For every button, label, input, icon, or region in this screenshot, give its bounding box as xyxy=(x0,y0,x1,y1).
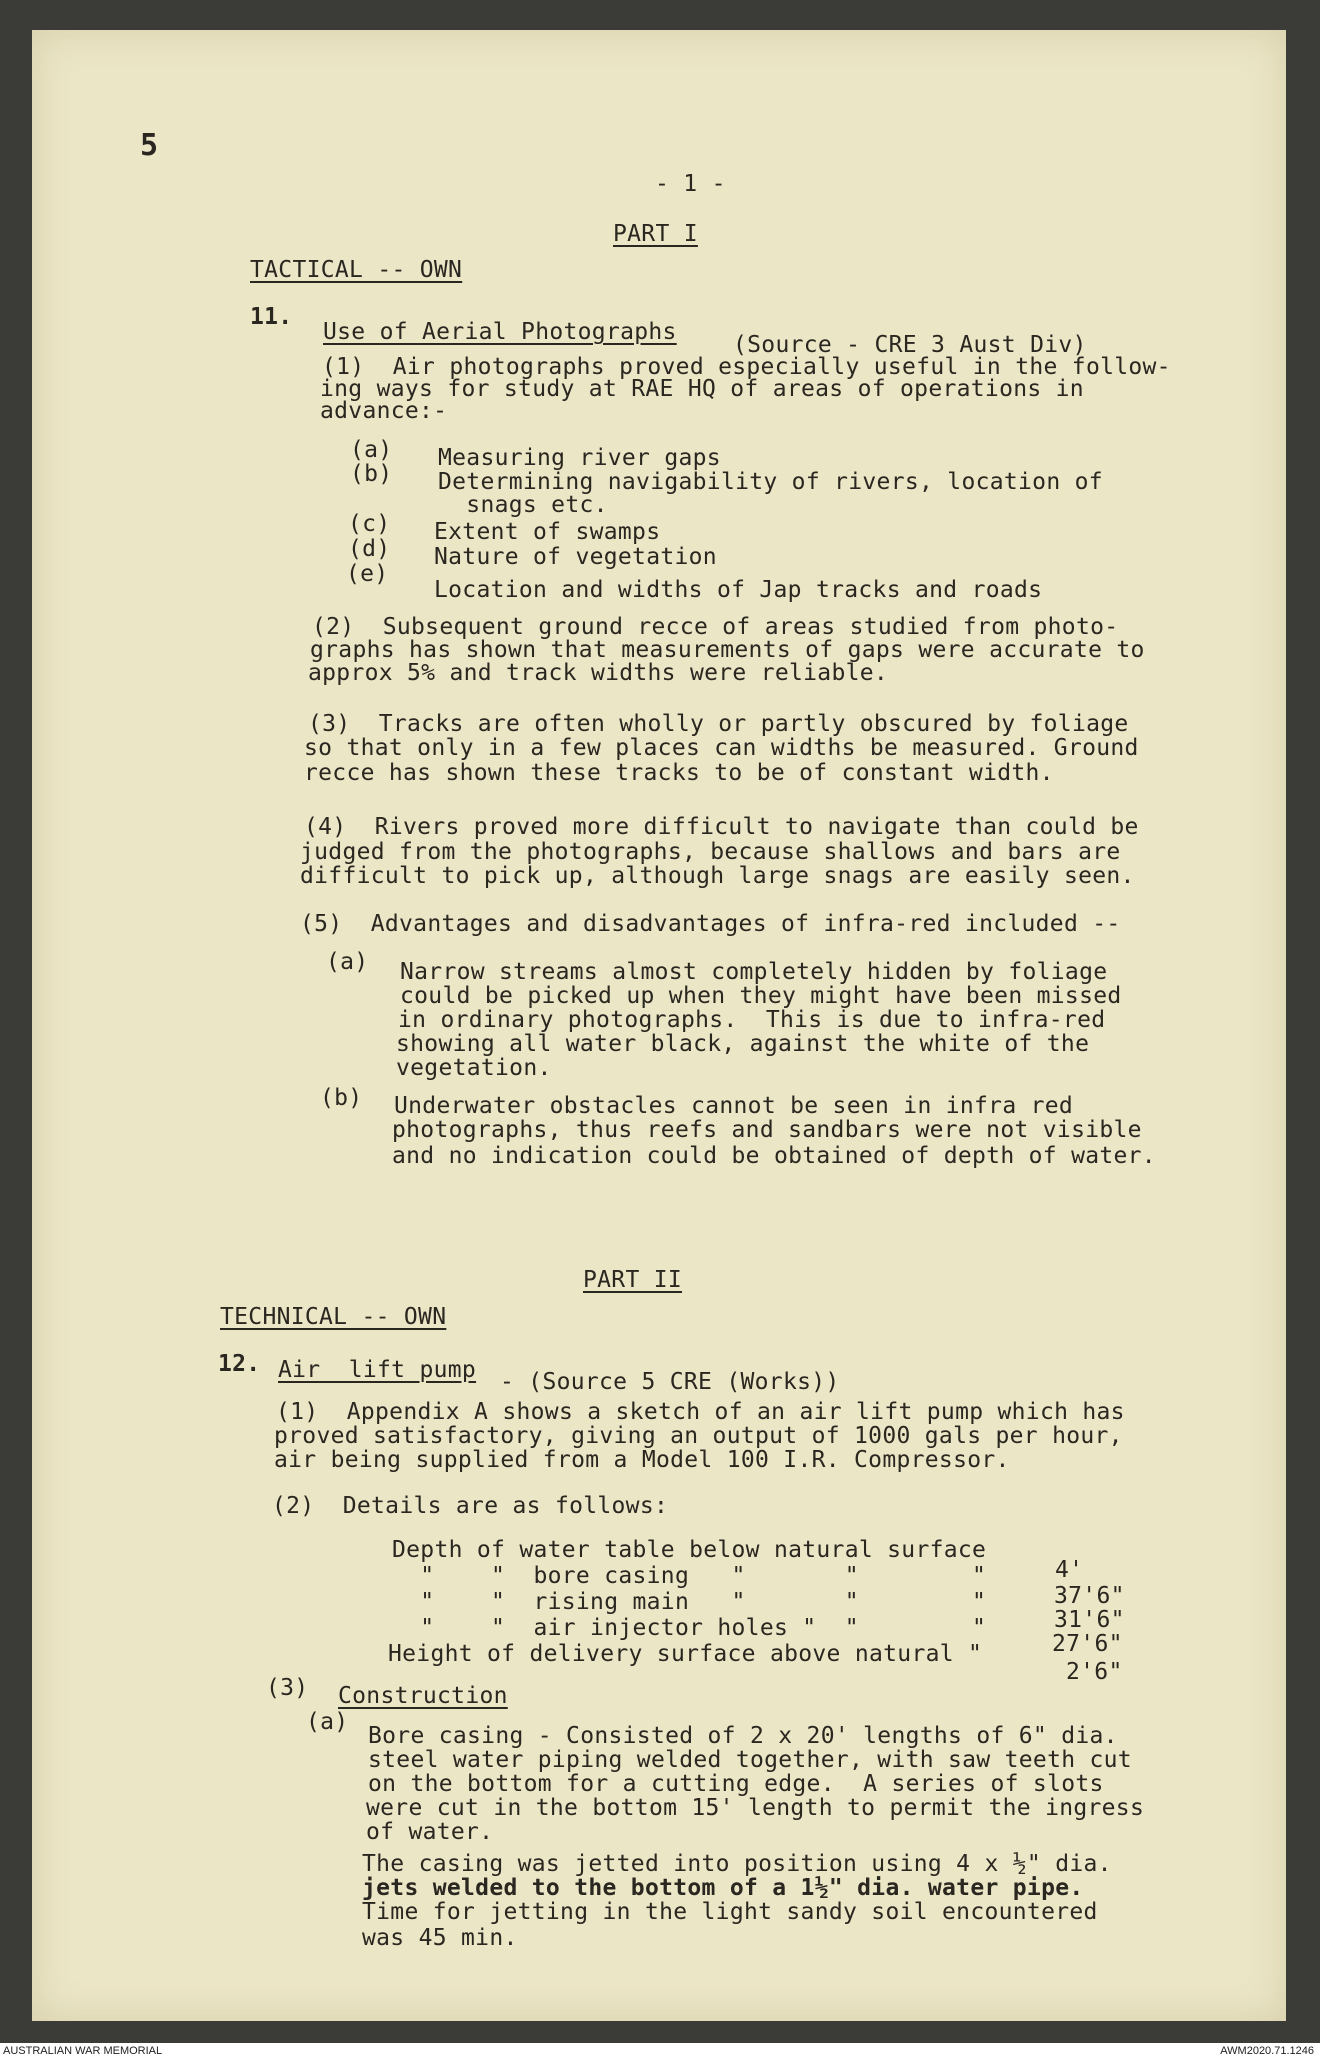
item11-p5a-label: (a) xyxy=(326,949,369,975)
item12-p3a-line: Bore casing - Consisted of 2 x 20' lengths of 6" dia. xyxy=(368,1723,1118,1749)
list-label: (a) xyxy=(350,437,393,463)
item11-p2-line: (2) Subsequent ground recce of areas studied from photo- xyxy=(312,614,1119,640)
item11-p1-line: advance:- xyxy=(320,398,448,424)
item11-title: Use of Aerial Photographs xyxy=(323,319,677,345)
detail-label: Height of delivery surface above natural " xyxy=(388,1641,983,1667)
item11-p3-line: so that only in a few places can widths be measured. Ground xyxy=(304,735,1139,761)
detail-value: 2'6" xyxy=(1066,1659,1123,1685)
item12-title: Air lift pump xyxy=(278,1357,477,1383)
item11-p5b-label: (b) xyxy=(320,1085,363,1111)
item11-p3-line: recce has shown these tracks to be of constant width. xyxy=(304,760,1054,786)
part1-heading: PART I xyxy=(613,221,698,247)
part2-section: TECHNICAL -- OWN xyxy=(220,1304,447,1330)
part2-heading: PART II xyxy=(583,1267,683,1293)
item12-p1-line: (1) Appendix A shows a sketch of an air lift pump which has xyxy=(276,1399,1125,1425)
list-label: (c) xyxy=(348,511,391,537)
item12-p3a2-line: jets welded to the bottom of a 1½" dia. water pipe. xyxy=(362,1875,1084,1901)
list-text: Location and widths of Jap tracks and roads xyxy=(434,577,1043,603)
item11-p5b-line: Underwater obstacles cannot be seen in infra red xyxy=(394,1093,1074,1119)
detail-label: " " air injector holes " " " xyxy=(392,1615,987,1641)
detail-label: " " bore casing " " " xyxy=(392,1563,987,1589)
item11-p1-line: ing ways for study at RAE HQ of areas of operations in xyxy=(320,376,1084,402)
item11-p4-line: judged from the photographs, because shallows and bars are xyxy=(300,839,1121,865)
detail-value: 4' xyxy=(1055,1557,1084,1583)
page-number: - 1 - xyxy=(655,171,726,197)
item11-p4-line: difficult to pick up, although large snags are easily seen. xyxy=(300,863,1135,889)
item12-p3a2-line: The casing was jetted into position using 4 x ½" dia. xyxy=(362,1851,1112,1877)
item11-p5a-line: in ordinary photographs. This is due to infra-red xyxy=(398,1007,1106,1033)
item11-p5a-line: Narrow streams almost completely hidden by foliage xyxy=(400,959,1108,985)
list-text: Nature of vegetation xyxy=(434,544,717,570)
item12-p3a2-line: was 45 min. xyxy=(362,1925,518,1951)
item11-p3-line: (3) Tracks are often wholly or partly obscured by foliage xyxy=(308,711,1129,737)
item11-p5a-line: vegetation. xyxy=(396,1055,552,1081)
item12-p2-intro: (2) Details are as follows: xyxy=(272,1493,669,1519)
list-label: (d) xyxy=(348,536,391,562)
item11-number: 11. xyxy=(250,304,293,330)
list-text: snags etc. xyxy=(438,492,608,518)
item11-source: (Source - CRE 3 Aust Div) xyxy=(733,332,1087,358)
item12-p3-label: (3) xyxy=(266,1675,309,1701)
item12-number: 12. xyxy=(218,1351,261,1377)
item11-p2-line: graphs has shown that measurements of gaps were accurate to xyxy=(310,637,1145,663)
detail-value: 27'6" xyxy=(1052,1631,1123,1657)
item12-p3a2-line: Time for jetting in the light sandy soil encountered xyxy=(362,1899,1098,1925)
item12-p3a-line: on the bottom for a cutting edge. A series of slots xyxy=(368,1771,1104,1797)
archive-footer xyxy=(0,2043,1320,2061)
item12-p1-line: proved satisfactory, giving an output of 1000 gals per hour, xyxy=(274,1423,1123,1449)
detail-value: 31'6" xyxy=(1054,1607,1125,1633)
item11-p5b-line: photographs, thus reefs and sandbars were not visible xyxy=(392,1117,1142,1143)
part1-section: TACTICAL -- OWN xyxy=(250,257,463,283)
item11-p4-line: (4) Rivers proved more difficult to navigate than could be xyxy=(304,814,1139,840)
list-text: Extent of swamps xyxy=(434,519,661,545)
detail-label: " " rising main " " " xyxy=(392,1589,987,1615)
item11-p5-intro: (5) Advantages and disadvantages of infra-red included -- xyxy=(300,911,1121,937)
item12-p3a-line: of water. xyxy=(366,1819,494,1845)
corner-mark: 5 xyxy=(140,128,159,163)
footer-right: AWM2020.71.1246 xyxy=(1220,2045,1314,2057)
item12-p3-title: Construction xyxy=(338,1683,508,1709)
item12-source: - (Source 5 CRE (Works)) xyxy=(500,1369,840,1395)
item12-p3a-line: steel water piping welded together, with saw teeth cut xyxy=(368,1747,1132,1773)
item12-p3a-line: were cut in the bottom 15' length to permit the ingress xyxy=(366,1795,1145,1821)
item11-p2-line: approx 5% and track widths were reliable. xyxy=(308,660,889,686)
footer-left: AUSTRALIAN WAR MEMORIAL xyxy=(3,2045,163,2057)
item11-p5b-line: and no indication could be obtained of depth of water. xyxy=(392,1143,1156,1169)
item12-p3a-label: (a) xyxy=(306,1709,349,1735)
list-label: (b) xyxy=(350,461,393,487)
detail-label: Depth of water table below natural surface xyxy=(392,1537,987,1563)
item12-p1-line: air being supplied from a Model 100 I.R. Compressor. xyxy=(274,1447,1010,1473)
item11-p5a-line: showing all water black, against the white of the xyxy=(396,1031,1090,1057)
item11-p1-line: (1) Air photographs proved especially useful in the follow- xyxy=(322,354,1171,380)
list-text: Measuring river gaps xyxy=(438,445,721,471)
item11-p5a-line: could be picked up when they might have been missed xyxy=(400,983,1122,1009)
list-label: (e) xyxy=(346,561,389,587)
list-text: Determining navigability of rivers, location of xyxy=(438,469,1103,495)
detail-value: 37'6" xyxy=(1054,1583,1125,1609)
